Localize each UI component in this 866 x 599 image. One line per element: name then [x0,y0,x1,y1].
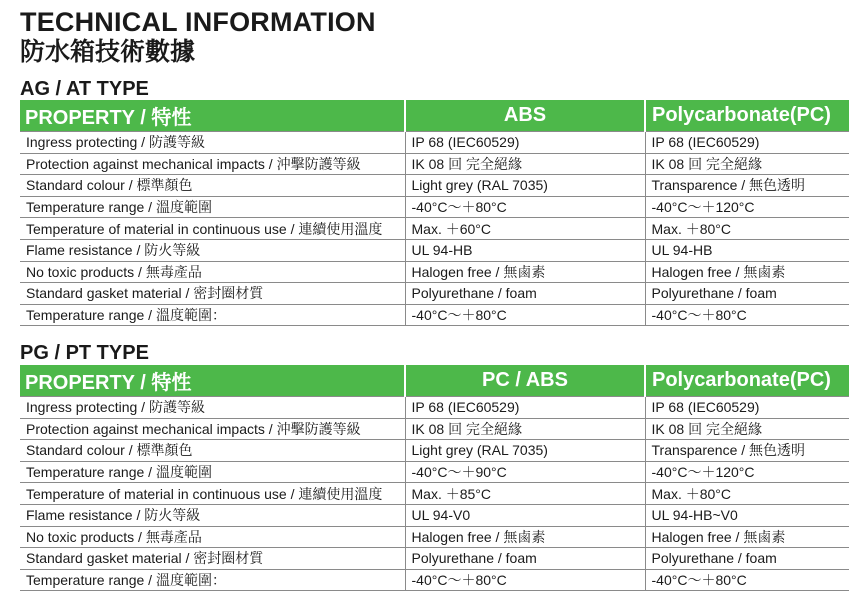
value-cell-material-2: IK 08 回 完全絕緣 [645,153,849,175]
section-title-pg-pt: PG / PT TYPE [20,342,149,364]
property-cell: Ingress protecting / 防護等級 [20,397,405,419]
value-cell-material-2: Polyurethane / foam [645,548,849,570]
value-cell-material-2: -40°C～＋80°C [645,304,849,326]
property-cell: Standard colour / 標準顏色 [20,440,405,462]
property-cell: Temperature of material in continuous use / 連續使用溫度 [20,483,405,505]
value-cell-material-1: Light grey (RAL 7035) [405,440,645,462]
value-cell-material-1: UL 94-V0 [405,504,645,526]
property-cell: Standard gasket material / 密封圈材質 [20,283,405,305]
table-row [20,261,849,283]
header-material-2: Polycarbonate(PC) [645,100,849,132]
value-cell-material-1: Polyurethane / foam [405,283,645,305]
spec-table-ag-at [20,100,849,326]
value-cell-material-1: IK 08 回 完全絕緣 [405,418,645,440]
value-cell-material-1: IP 68 (IEC60529) [405,397,645,419]
property-cell: Standard colour / 標準顏色 [20,175,405,197]
value-cell-material-1: Polyurethane / foam [405,548,645,570]
property-cell: Standard gasket material / 密封圈材質 [20,548,405,570]
property-cell: No toxic products / 無毒產品 [20,261,405,283]
table-row [20,461,849,483]
value-cell-material-1: -40°C～＋90°C [405,461,645,483]
table-row [20,483,849,505]
property-cell: Protection against mechanical impacts / 沖擊防護等級 [20,153,405,175]
table-row [20,283,849,305]
property-cell: Ingress protecting / 防護等級 [20,132,405,154]
value-cell-material-2: UL 94-HB~V0 [645,504,849,526]
spec-table-pg-pt [20,365,849,591]
property-cell: Temperature range / 溫度範圍 [20,461,405,483]
table-row [20,218,849,240]
page-title-chinese: 防水箱技術數據 [20,37,196,66]
value-cell-material-1: Halogen free / 無鹵素 [405,526,645,548]
value-cell-material-2: Max. ＋80°C [645,218,849,240]
property-cell: Temperature of material in continuous use / 連續使用溫度 [20,218,405,240]
header-property: PROPERTY / 特性 [20,100,405,132]
property-cell: Temperature range / 溫度範圍 [20,196,405,218]
value-cell-material-2: Halogen free / 無鹵素 [645,261,849,283]
value-cell-material-1: Light grey (RAL 7035) [405,175,645,197]
value-cell-material-2: Transparence / 無色透明 [645,175,849,197]
property-cell: Temperature range / 溫度範圍： [20,304,405,326]
page-title: TECHNICAL INFORMATION [20,7,376,37]
header-material-1: ABS [405,100,645,132]
table-row [20,304,849,326]
table-row [20,397,849,419]
value-cell-material-2: Max. ＋80°C [645,483,849,505]
value-cell-material-2: Polyurethane / foam [645,283,849,305]
property-cell: No toxic products / 無毒產品 [20,526,405,548]
table-row [20,440,849,462]
value-cell-material-2: -40°C～＋120°C [645,196,849,218]
value-cell-material-2: IP 68 (IEC60529) [645,397,849,419]
table-row [20,132,849,154]
header-material-1: PC / ABS [405,365,645,397]
table-row [20,153,849,175]
value-cell-material-2: -40°C～＋120°C [645,461,849,483]
value-cell-material-2: -40°C～＋80°C [645,569,849,591]
table-header-row [20,100,849,132]
value-cell-material-1: -40°C～＋80°C [405,196,645,218]
value-cell-material-2: UL 94-HB [645,239,849,261]
value-cell-material-1: UL 94-HB [405,239,645,261]
value-cell-material-1: Halogen free / 無鹵素 [405,261,645,283]
value-cell-material-1: Max. ＋60°C [405,218,645,240]
table-row [20,548,849,570]
property-cell: Temperature range / 溫度範圍： [20,569,405,591]
value-cell-material-1: -40°C～＋80°C [405,569,645,591]
value-cell-material-2: Halogen free / 無鹵素 [645,526,849,548]
header-property: PROPERTY / 特性 [20,365,405,397]
table-row [20,175,849,197]
table-row [20,504,849,526]
value-cell-material-1: IP 68 (IEC60529) [405,132,645,154]
property-cell: Flame resistance / 防火等級 [20,504,405,526]
property-cell: Flame resistance / 防火等級 [20,239,405,261]
value-cell-material-1: Max. ＋85°C [405,483,645,505]
table-row [20,239,849,261]
table-row [20,526,849,548]
property-cell: Protection against mechanical impacts / 沖擊防護等級 [20,418,405,440]
section-title-ag-at: AG / AT TYPE [20,78,149,100]
value-cell-material-1: IK 08 回 完全絕緣 [405,153,645,175]
table-row [20,569,849,591]
table-row [20,418,849,440]
header-material-2: Polycarbonate(PC) [645,365,849,397]
value-cell-material-1: -40°C～＋80°C [405,304,645,326]
value-cell-material-2: IK 08 回 完全絕緣 [645,418,849,440]
value-cell-material-2: Transparence / 無色透明 [645,440,849,462]
table-row [20,196,849,218]
value-cell-material-2: IP 68 (IEC60529) [645,132,849,154]
table-header-row [20,365,849,397]
